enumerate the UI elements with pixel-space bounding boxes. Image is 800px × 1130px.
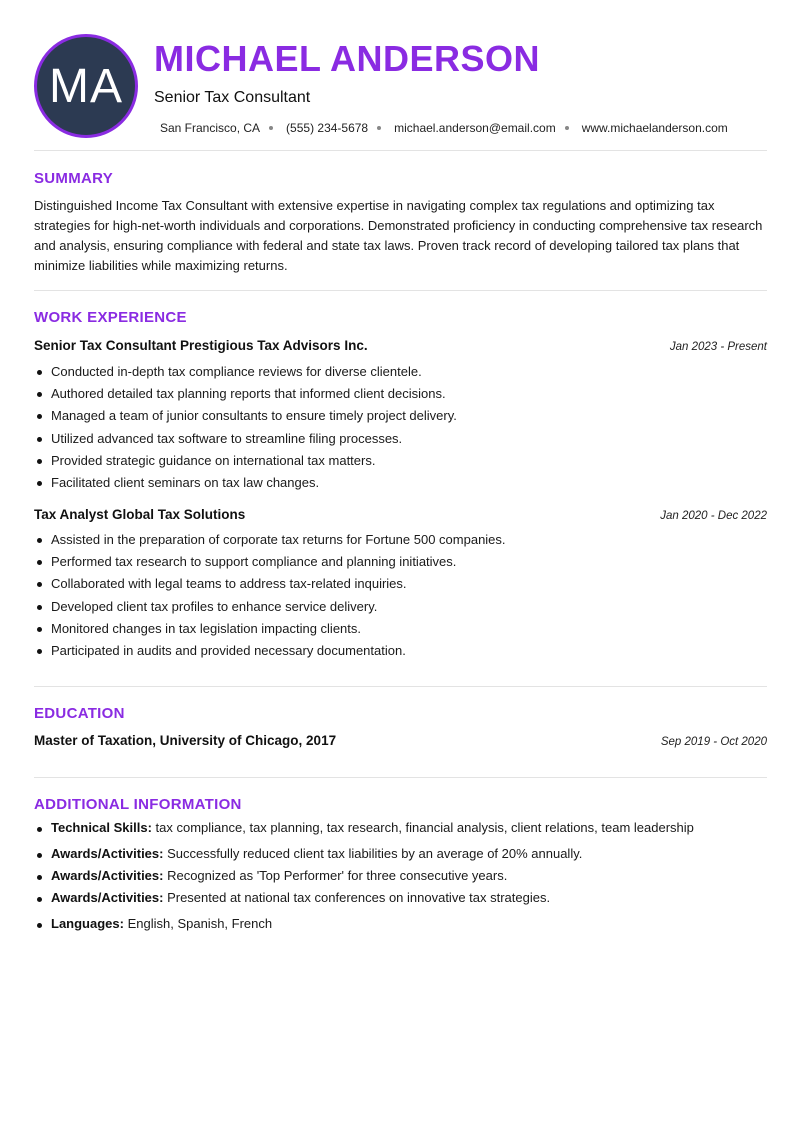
contact-row	[160, 121, 728, 135]
list-item	[34, 916, 767, 938]
candidate-title: Senior Tax Consultant	[154, 89, 311, 106]
list-item: Utilized advanced tax software to streamline filing processes.	[34, 428, 767, 450]
list-item	[34, 820, 767, 846]
list-item: Participated in audits and provided necessary documentation.	[34, 640, 767, 662]
list-item: Monitored changes in tax legislation impacting clients.	[34, 618, 767, 640]
separator-dot-icon	[377, 126, 381, 130]
list-item: Performed tax research to support compliance and planning initiatives.	[34, 551, 767, 573]
list-item: Assisted in the preparation of corporate tax returns for Fortune 500 companies.	[34, 529, 767, 551]
contact-website[interactable]: www.michaelanderson.com	[581, 121, 728, 135]
divider	[34, 290, 767, 291]
job-role: Tax Analyst Global Tax Solutions	[34, 507, 246, 522]
summary-text: Distinguished Income Tax Consultant with extensive expertise in navigating complex tax regulations and optimizing tax strategies for high-net-worth individuals and corporations. Demonstrated proficiency in conducting comprehensive tax research and analysis, ensuring compliance with federal and state tax laws. Proven track record of developing tailored tax plans that minimize liabilities while maximizing returns.	[34, 198, 763, 273]
divider	[34, 686, 767, 687]
separator-dot-icon	[565, 126, 569, 130]
list-item: Authored detailed tax planning reports that informed client decisions.	[34, 383, 767, 405]
additional-info-heading: ADDITIONAL INFORMATION	[34, 796, 242, 813]
divider	[34, 777, 767, 778]
education-heading: EDUCATION	[34, 705, 125, 722]
additional-info-list	[34, 820, 767, 938]
info-text: Successfully reduced client tax liabilities by an average of 20% annually.	[163, 846, 583, 861]
contact-email[interactable]: michael.anderson@email.com	[394, 121, 556, 135]
list-item	[34, 846, 767, 868]
list-item: Conducted in-depth tax compliance reviews for diverse clientele.	[34, 361, 767, 383]
info-text: Presented at national tax conferences on innovative tax strategies.	[163, 890, 551, 905]
divider	[34, 150, 767, 151]
info-text: Recognized as 'Top Performer' for three consecutive years.	[163, 868, 508, 883]
list-item	[34, 890, 767, 916]
job-role: Senior Tax Consultant Prestigious Tax Advisors Inc.	[34, 338, 368, 353]
work-experience-heading: WORK EXPERIENCE	[34, 309, 187, 326]
job-bullets	[34, 529, 767, 662]
info-label: Awards/Activities:	[51, 846, 164, 861]
contact-location: San Francisco, CA	[160, 121, 261, 135]
job-dates: Jan 2023 - Present	[669, 341, 767, 353]
job-header	[34, 507, 767, 522]
info-label: Awards/Activities:	[51, 890, 164, 905]
avatar	[34, 34, 138, 138]
education-dates: Sep 2019 - Oct 2020	[660, 736, 767, 748]
info-text: tax compliance, tax planning, tax research, financial analysis, client relations, team leadership	[151, 820, 694, 835]
candidate-name: MICHAEL ANDERSON	[154, 38, 541, 79]
list-item	[34, 868, 767, 890]
list-item: Managed a team of junior consultants to ensure timely project delivery.	[34, 405, 767, 427]
job-dates: Jan 2020 - Dec 2022	[660, 510, 767, 522]
summary-heading: SUMMARY	[34, 170, 114, 187]
education-degree: Master of Taxation, University of Chicago, 2017	[34, 733, 337, 748]
job-bullets	[34, 361, 767, 494]
list-item: Facilitated client seminars on tax law changes.	[34, 472, 767, 494]
info-label: Technical Skills:	[51, 820, 152, 835]
job-header	[34, 338, 767, 353]
avatar-initials: MA	[49, 59, 123, 113]
separator-dot-icon	[269, 126, 273, 130]
info-label: Languages:	[51, 916, 124, 931]
contact-phone: (555) 234-5678	[286, 121, 369, 135]
list-item: Collaborated with legal teams to address tax-related inquiries.	[34, 573, 767, 595]
info-text: English, Spanish, French	[123, 916, 273, 931]
list-item: Provided strategic guidance on international tax matters.	[34, 450, 767, 472]
education-row	[34, 733, 767, 748]
info-label: Awards/Activities:	[51, 868, 164, 883]
list-item: Developed client tax profiles to enhance service delivery.	[34, 596, 767, 618]
